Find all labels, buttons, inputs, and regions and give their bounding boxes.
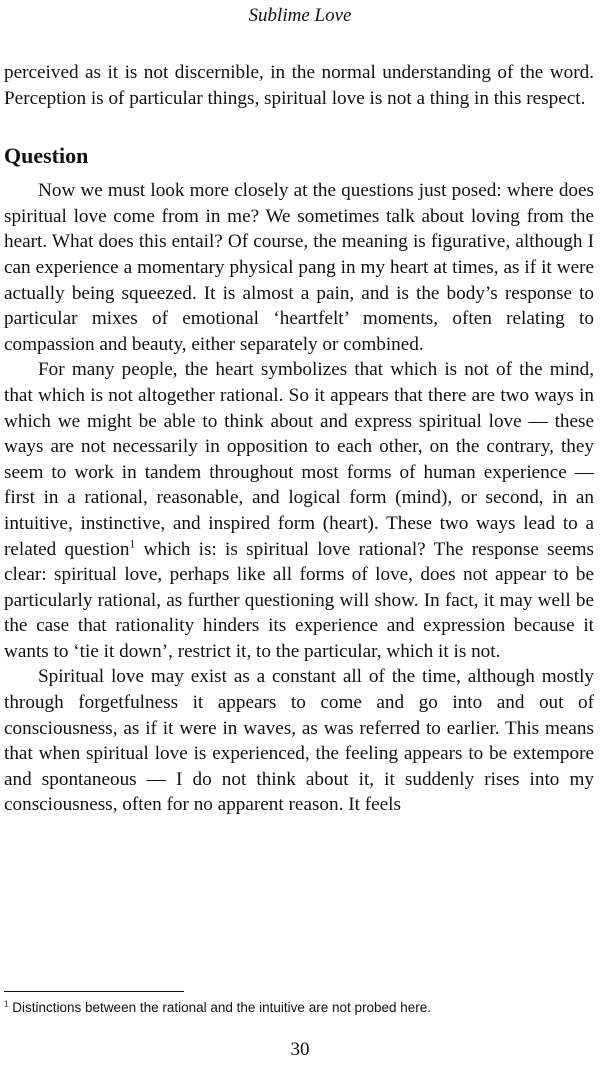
paragraph-continued: perceived as it is not discernible, in the normal understanding of the word. Perception is of particular things, spiritual love is not a thing in this respect. bbox=[4, 62, 594, 109]
page-number: 30 bbox=[290, 1039, 310, 1060]
paragraph: Now we must look more closely at the questions just posed: where does spiritual love come from in me? We sometimes talk about loving from the heart. What does this entail? Of course, the meaning is figurative, although I can experience a momentary physical pang in my heart at times, as if it were actually being squeezed. It is almost a pain, and is the body’s response to particular mixes of emotional ‘heartfelt’ moments, often relating to compassion and beauty, either separately or combined. bbox=[4, 180, 594, 355]
paragraph: Spiritual love may exist as a constant all of the time, although mostly through forgetfulness it appears to come and go into and out of consciousness, as if it were in waves, as was referred to earlier. This means that when spiritual love is experienced, the feeling appears to be extempore and spontaneous — I do not think about it, it suddenly rises into my consciousness, often for no apparent reason. It feels bbox=[4, 666, 594, 816]
paragraph-text: which is: is spiritual love rational? The response seems clear: spiritual love, perhaps like all forms of love, does not appear to be particularly rational, as further questioning will show. In fact, it may well be the case that rationality hinders its experience and expression because it wants to ‘tie it down’, restrict it, to the particular, which it is not. bbox=[4, 538, 594, 662]
paragraph bbox=[4, 357, 594, 664]
running-head: Sublime Love bbox=[248, 5, 352, 26]
footnote bbox=[4, 999, 594, 1017]
footnote-rule bbox=[4, 991, 184, 992]
footnote-text: Distinctions between the rational and the intuitive are not probed here. bbox=[8, 1000, 432, 1015]
paragraph-text: For many people, the heart symbolizes that which is not of the mind, that which is not altogether rational. So it appears that there are two ways in which we might be able to think about and express spiritual love — these ways are not necessarily in opposition to each other, on the contrary, they seem to work in tandem throughout most forms of human experience — first in a rational, reasonable, and logical form (mind), or second, in an intuitive, instinctive, and inspired form (heart). These two ways lead to a related question bbox=[4, 359, 594, 560]
footnote-reference: 1 bbox=[129, 538, 136, 551]
section-heading: Question bbox=[4, 143, 89, 169]
body-text bbox=[4, 60, 594, 818]
footnote-marker: 1 bbox=[4, 999, 9, 1009]
